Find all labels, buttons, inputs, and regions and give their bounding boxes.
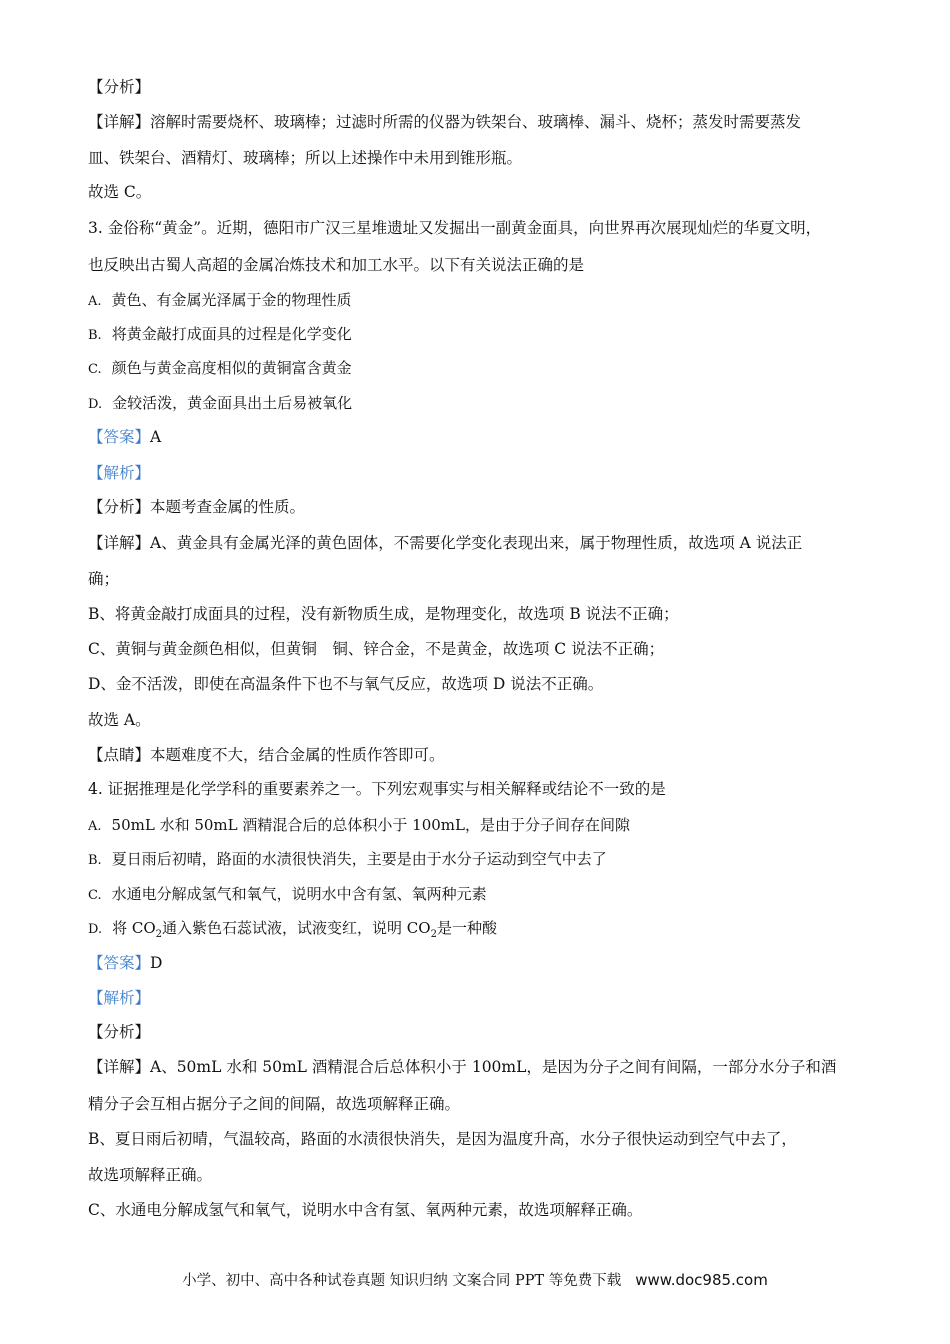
page-footer bbox=[0, 1270, 950, 1291]
option-key: B. bbox=[88, 853, 102, 868]
question-4-detail-b: B、夏日雨后初晴，气温较高，路面的水渍很快消失，是因为温度升高，水分子很快运动到空气中去了， bbox=[88, 1130, 797, 1148]
answer-label: 【答案】 bbox=[88, 954, 151, 972]
question-3-option-b bbox=[88, 324, 352, 346]
question-3-option-c bbox=[88, 358, 352, 380]
question-4-detail: 【详解】A、50mL 水和 50mL 酒精混合后总体积小于 100mL，是因为分子之间有间隔，一部分水分子和酒 bbox=[88, 1058, 837, 1076]
footer-text: 小学、初中、高中各种试卷真题 知识归纳 文案合同 PPT 等免费下载 bbox=[182, 1273, 622, 1289]
option-key: B. bbox=[88, 328, 102, 343]
answer-label: 【答案】 bbox=[88, 428, 151, 446]
question-4-stem: 4. 证据推理是化学学科的重要素养之一。下列宏观事实与相关解释或结论不一致的是 bbox=[88, 780, 666, 798]
detail-paragraph: 【详解】溶解时需要烧杯、玻璃棒；过滤时所需的仪器为铁架台、玻璃棒、漏斗、烧杯；蒸发时需要蒸发 bbox=[88, 113, 802, 131]
question-4-analysis: 【分析】 bbox=[88, 1023, 151, 1041]
question-3-detail-b: B、将黄金敲打成面具的过程，没有新物质生成，是物理变化，故选项 B 说法不正确； bbox=[88, 605, 679, 623]
option-text: 通入紫色石蕊试液，试液变红，说明 CO bbox=[162, 919, 431, 937]
footer-url[interactable]: www.doc985.com bbox=[635, 1271, 768, 1289]
question-3-option-a bbox=[88, 290, 352, 312]
question-3-stem-cont: 也反映出古蜀人高超的金属冶炼技术和加工水平。以下有关说法正确的是 bbox=[88, 256, 585, 274]
question-3-choice: 故选 A。 bbox=[88, 711, 151, 729]
subscript: 2 bbox=[155, 929, 163, 940]
option-text: 夏日雨后初晴，路面的水渍很快消失，主要是由于水分子运动到空气中去了 bbox=[111, 850, 607, 868]
answer-value: A bbox=[150, 428, 162, 446]
question-3-analysis: 【分析】本题考查金属的性质。 bbox=[88, 498, 306, 516]
question-3-answer bbox=[88, 427, 161, 447]
question-3-detail-c: C、黄铜与黄金颜色相似，但黄铜 铜、锌合金，不是黄金，故选项 C 说法不正确； bbox=[88, 640, 665, 658]
option-key: C. bbox=[88, 362, 102, 377]
option-text: 是一种酸 bbox=[436, 919, 497, 937]
question-4-option-b bbox=[88, 849, 607, 871]
analysis-heading: 【分析】 bbox=[88, 78, 151, 96]
option-key: C. bbox=[88, 888, 102, 903]
option-key: D. bbox=[88, 922, 103, 937]
question-4-option-c bbox=[88, 884, 487, 906]
option-text: 50mL 水和 50mL 酒精混合后的总体积小于 100mL，是由于分子间存在间隙 bbox=[111, 816, 630, 834]
subscript: 2 bbox=[430, 929, 437, 940]
option-text: 水通电分解成氢气和氧气，说明水中含有氢、氧两种元素 bbox=[111, 885, 487, 903]
question-3-tip: 【点睛】本题难度不大，结合金属的性质作答即可。 bbox=[88, 746, 445, 764]
detail-paragraph-cont: 皿、铁架台、酒精灯、玻璃棒；所以上述操作中未用到锥形瓶。 bbox=[88, 149, 523, 167]
question-3-explanation-label: 【解析】 bbox=[88, 464, 151, 482]
question-4-option-a bbox=[88, 815, 630, 837]
question-3-detail: 【详解】A、黄金具有金属光泽的黄色固体，不需要化学变化表现出来，属于物理性质，故选项 A 说法正 bbox=[88, 534, 803, 552]
option-text: 将黄金敲打成面具的过程是化学变化 bbox=[111, 325, 352, 343]
question-3-option-d bbox=[88, 393, 352, 415]
option-text: 颜色与黄金高度相似的黄铜富含黄金 bbox=[111, 359, 352, 377]
option-key: D. bbox=[88, 397, 103, 412]
choice-conclusion: 故选 C。 bbox=[88, 183, 152, 201]
option-text: 金较活泼，黄金面具出土后易被氧化 bbox=[112, 394, 353, 412]
question-4-option-d bbox=[88, 918, 497, 945]
question-4-detail-b-cont: 故选项解释正确。 bbox=[88, 1166, 213, 1184]
question-4-detail-cont: 精分子会互相占据分子之间的间隔，故选项解释正确。 bbox=[88, 1095, 461, 1113]
question-4-answer bbox=[88, 953, 162, 973]
answer-value: D bbox=[150, 954, 163, 972]
question-3-detail-cont: 确； bbox=[88, 570, 120, 588]
option-key: A. bbox=[88, 819, 102, 834]
question-4-explanation-label: 【解析】 bbox=[88, 989, 151, 1007]
option-text: 将 CO bbox=[112, 919, 156, 937]
question-3-detail-d: D、金不活泼，即使在高温条件下也不与氧气反应，故选项 D 说法不正确。 bbox=[88, 675, 604, 693]
option-text: 黄色、有金属光泽属于金的物理性质 bbox=[111, 291, 352, 309]
option-key: A. bbox=[88, 294, 102, 309]
question-3-stem: 3. 金俗称“黄金”。近期，德阳市广汉三星堆遗址又发掘出一副黄金面具，向世界再次展现灿烂的华夏文明， bbox=[88, 219, 822, 237]
question-4-detail-c: C、水通电分解成氢气和氧气，说明水中含有氢、氧两种元素，故选项解释正确。 bbox=[88, 1201, 643, 1219]
